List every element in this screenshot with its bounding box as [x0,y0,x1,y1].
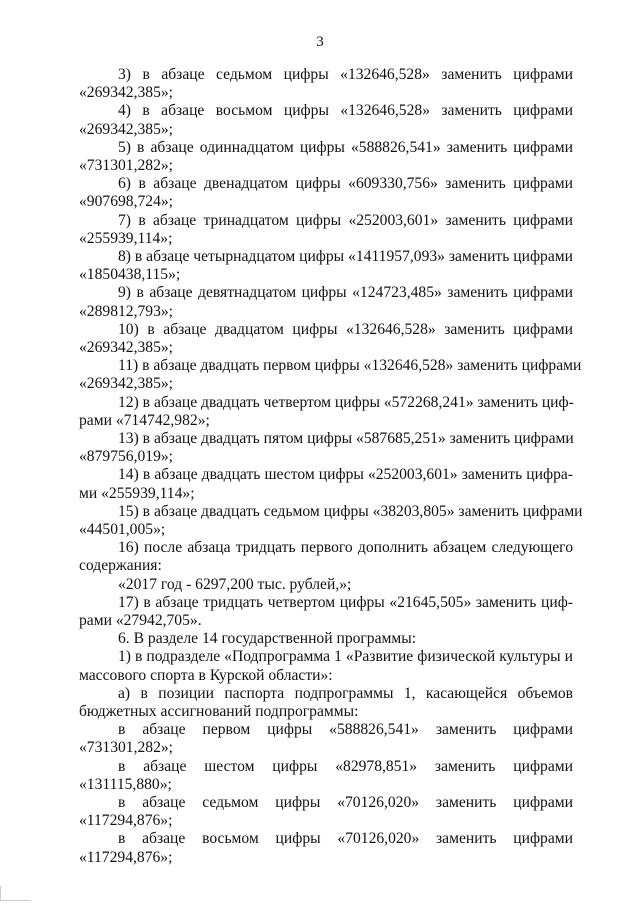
text-line: 11) в абзаце двадцать первом цифры «132646,528» заменить цифрами [118,357,582,374]
text-line: 5) в абзаце одиннадцатом цифры «588826,541» заменить цифрами [118,139,573,156]
text-line: «255939,114»; [79,230,173,247]
text-line: «131115,880»; [79,776,172,793]
text-line: рами «27942,705». [79,612,202,629]
text-line: «2017 год - 6297,200 тыс. рублей,»; [118,576,352,593]
text-line: массового спорта в Курской области»: [79,667,333,684]
text-line: «269342,385»; [79,375,173,392]
text-line: 15) в абзаце двадцать седьмом цифры «38203,805» заменить цифрами [118,503,583,520]
text-line: рами «714742,982»; [79,412,210,429]
text-line: 4) в абзаце восьмом цифры «132646,528» заменить цифрами [118,102,573,119]
text-line: «731301,282»; [79,739,173,756]
text-line: в абзаце шестом цифры «82978,851» заменить цифрами [118,758,573,775]
text-line: 6) в абзаце двенадцатом цифры «609330,756» заменить цифрами [118,175,573,192]
text-line: 3) в абзаце седьмом цифры «132646,528» заменить цифрами [118,66,573,83]
text-line: «117294,876»; [79,849,173,866]
text-line: «1850438,115»; [79,266,181,283]
text-line: в абзаце восьмом цифры «70126,020» заменить цифрами [118,830,573,847]
text-line: «269342,385»; [79,121,173,138]
text-line: «289812,793»; [79,303,173,320]
text-line: в абзаце первом цифры «588826,541» заменить цифрами [118,721,573,738]
page-corner-mark [0,886,31,901]
text-line: 7) в абзаце тринадцатом цифры «252003,601» заменить цифрами [118,212,573,229]
text-line: «269342,385»; [79,84,173,101]
text-line: 14) в абзаце двадцать шестом цифры «252003,601» заменить цифра- [118,466,573,483]
text-line: в абзаце седьмом цифры «70126,020» заменить цифрами [118,794,573,811]
text-line: 12) в абзаце двадцать четвертом цифры «572268,241» заменить циф- [118,394,574,411]
text-line: «879756,019»; [79,448,173,465]
text-line: 16) после абзаца тридцать первого дополнить абзацем следующего [118,539,573,556]
text-line: 17) в абзаце тридцать четвертом цифры «21645,505» заменить циф- [118,594,573,611]
text-line: 13) в абзаце двадцать пятом цифры «587685,251» заменить цифрами [118,430,574,447]
text-line: ми «255939,114»; [79,485,195,502]
text-line: 9) в абзаце девятнадцатом цифры «124723,485» заменить цифрами [118,284,573,301]
text-line: бюджетных ассигнований подпрограммы: [79,703,359,720]
text-line: «269342,385»; [79,339,173,356]
text-line: 8) в абзаце четырнадцатом цифры «1411957,093» заменить цифрами [118,248,573,265]
text-line: а) в позиции паспорта подпрограммы 1, касающейся объемов [118,685,573,702]
text-line: 10) в абзаце двадцатом цифры «132646,528» заменить цифрами [118,321,573,338]
text-line: содержания: [79,557,162,574]
text-line: «44501,005»; [79,521,166,538]
text-line: «731301,282»; [79,157,173,174]
text-line: «117294,876»; [79,812,173,829]
text-line: «907698,724»; [79,193,173,210]
text-line: 6. В разделе 14 государственной программы: [118,630,417,647]
page-number: 3 [316,34,324,50]
text-line: 1) в подразделе «Подпрограмма 1 «Развитие физической культуры и [118,648,573,665]
